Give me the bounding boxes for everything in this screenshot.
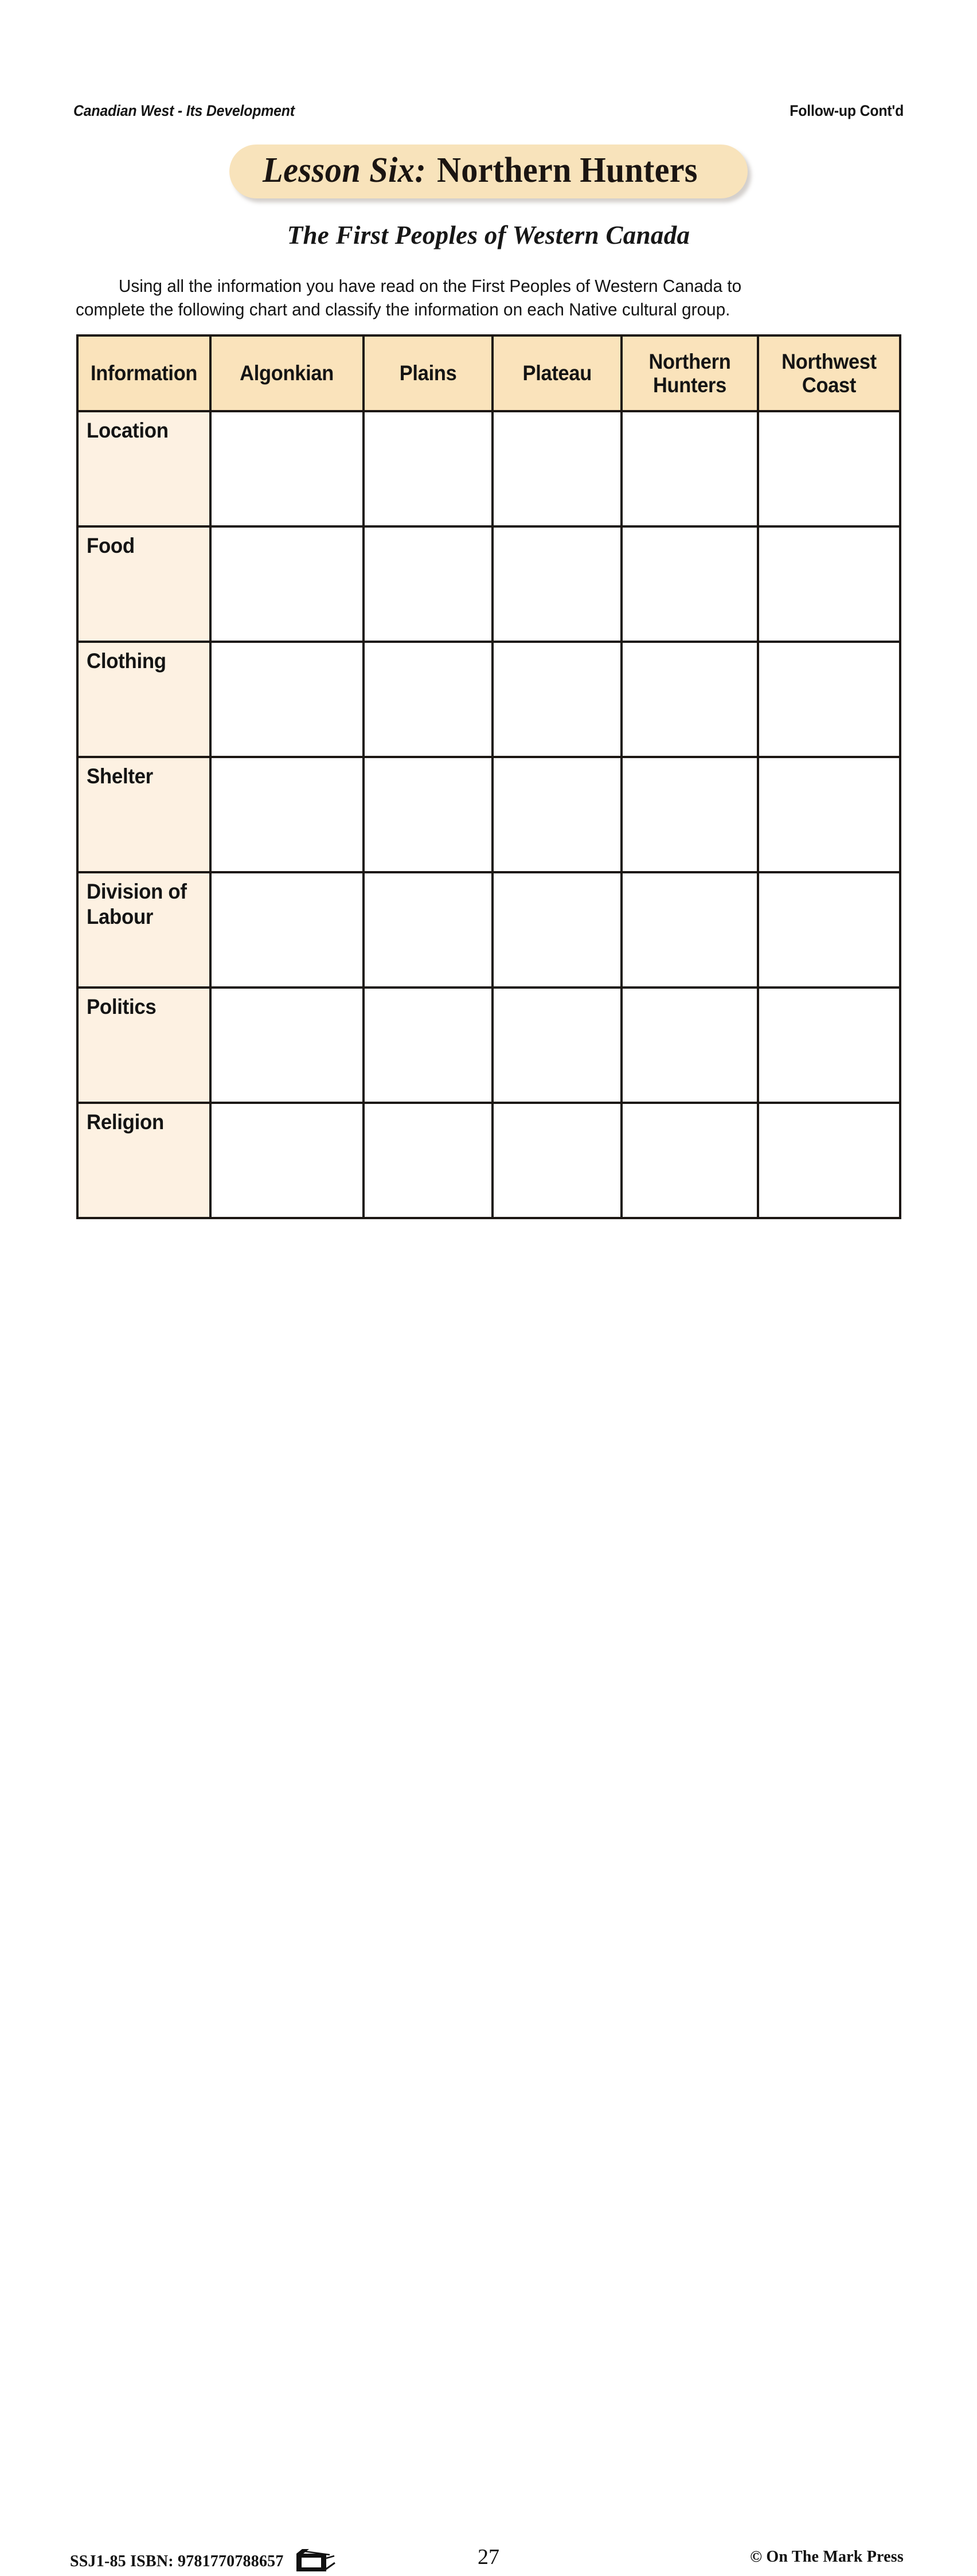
- table-header-row: [77, 335, 900, 411]
- footer-page-number: 27: [478, 2545, 499, 2569]
- answer-cell[interactable]: [622, 757, 758, 872]
- answer-cell[interactable]: [210, 988, 364, 1103]
- row-label-religion: Religion: [77, 1103, 210, 1218]
- column-header-northwest-coast: Northwest Coast: [758, 335, 900, 411]
- answer-cell[interactable]: [622, 526, 758, 642]
- answer-cell[interactable]: [493, 1103, 622, 1218]
- table-row: [77, 757, 900, 872]
- page-footer: [0, 1301, 977, 2570]
- row-label-clothing: Clothing: [77, 642, 210, 757]
- footer-publisher: © On The Mark Press: [750, 2548, 904, 2566]
- table-row: [77, 1103, 900, 1218]
- running-header: [73, 102, 904, 125]
- answer-cell[interactable]: [364, 1103, 493, 1218]
- title-banner-wrap: [0, 145, 977, 198]
- answer-cell[interactable]: [622, 872, 758, 988]
- answer-cell[interactable]: [493, 872, 622, 988]
- answer-cell[interactable]: [493, 988, 622, 1103]
- answer-cell[interactable]: [622, 642, 758, 757]
- answer-cell[interactable]: [622, 988, 758, 1103]
- title-lesson-label: Lesson Six:: [263, 151, 427, 190]
- table-row: [77, 872, 900, 988]
- column-header-plateau: Plateau: [493, 335, 622, 411]
- row-label-shelter: Shelter: [77, 757, 210, 872]
- row-label-politics: Politics: [77, 988, 210, 1103]
- footer-isbn-code: SSJ1-85 ISBN: 9781770788657: [70, 2552, 284, 2570]
- answer-cell[interactable]: [210, 1103, 364, 1218]
- answer-cell[interactable]: [758, 526, 900, 642]
- row-label-location: Location: [77, 411, 210, 526]
- column-header-information: Information: [77, 335, 210, 411]
- instructions-text: Using all the information you have read on the First Peoples of Western Canada to complete the following chart and classify the information on each Native cultural group.: [76, 276, 742, 320]
- answer-cell[interactable]: [758, 642, 900, 757]
- answer-cell[interactable]: [210, 757, 364, 872]
- column-header-plains: Plains: [364, 335, 493, 411]
- answer-cell[interactable]: [758, 872, 900, 988]
- table-row: [77, 526, 900, 642]
- table-row: [77, 642, 900, 757]
- answer-cell[interactable]: [622, 1103, 758, 1218]
- row-label-food: Food: [77, 526, 210, 642]
- answer-cell[interactable]: [210, 411, 364, 526]
- answer-cell[interactable]: [364, 988, 493, 1103]
- answer-cell[interactable]: [493, 642, 622, 757]
- answer-cell[interactable]: [210, 526, 364, 642]
- answer-cell[interactable]: [364, 872, 493, 988]
- answer-cell[interactable]: [493, 757, 622, 872]
- header-book-title: Canadian West - Its Development: [73, 102, 295, 119]
- title-banner: [229, 145, 747, 198]
- page-subtitle: The First Peoples of Western Canada: [287, 221, 690, 249]
- answer-cell[interactable]: [758, 757, 900, 872]
- header-section-label: Follow-up Cont'd: [790, 102, 904, 119]
- row-label-division-of-labour: Division of Labour: [77, 872, 210, 988]
- answer-cell[interactable]: [364, 642, 493, 757]
- answer-cell[interactable]: [758, 988, 900, 1103]
- answer-cell[interactable]: [758, 411, 900, 526]
- answer-cell[interactable]: [210, 872, 364, 988]
- column-header-algonkian: Algonkian: [210, 335, 364, 411]
- answer-cell[interactable]: [364, 526, 493, 642]
- answer-cell[interactable]: [493, 411, 622, 526]
- title-topic-label: Northern Hunters: [436, 151, 698, 190]
- answer-cell[interactable]: [493, 526, 622, 642]
- table-row: [77, 988, 900, 1103]
- answer-cell[interactable]: [622, 411, 758, 526]
- answer-cell[interactable]: [364, 411, 493, 526]
- answer-cell[interactable]: [364, 757, 493, 872]
- table-row: [77, 411, 900, 526]
- answer-cell[interactable]: [210, 642, 364, 757]
- column-header-northern-hunters: Northern Hunters: [622, 335, 758, 411]
- answer-cell[interactable]: [758, 1103, 900, 1218]
- classification-chart: [76, 334, 901, 1219]
